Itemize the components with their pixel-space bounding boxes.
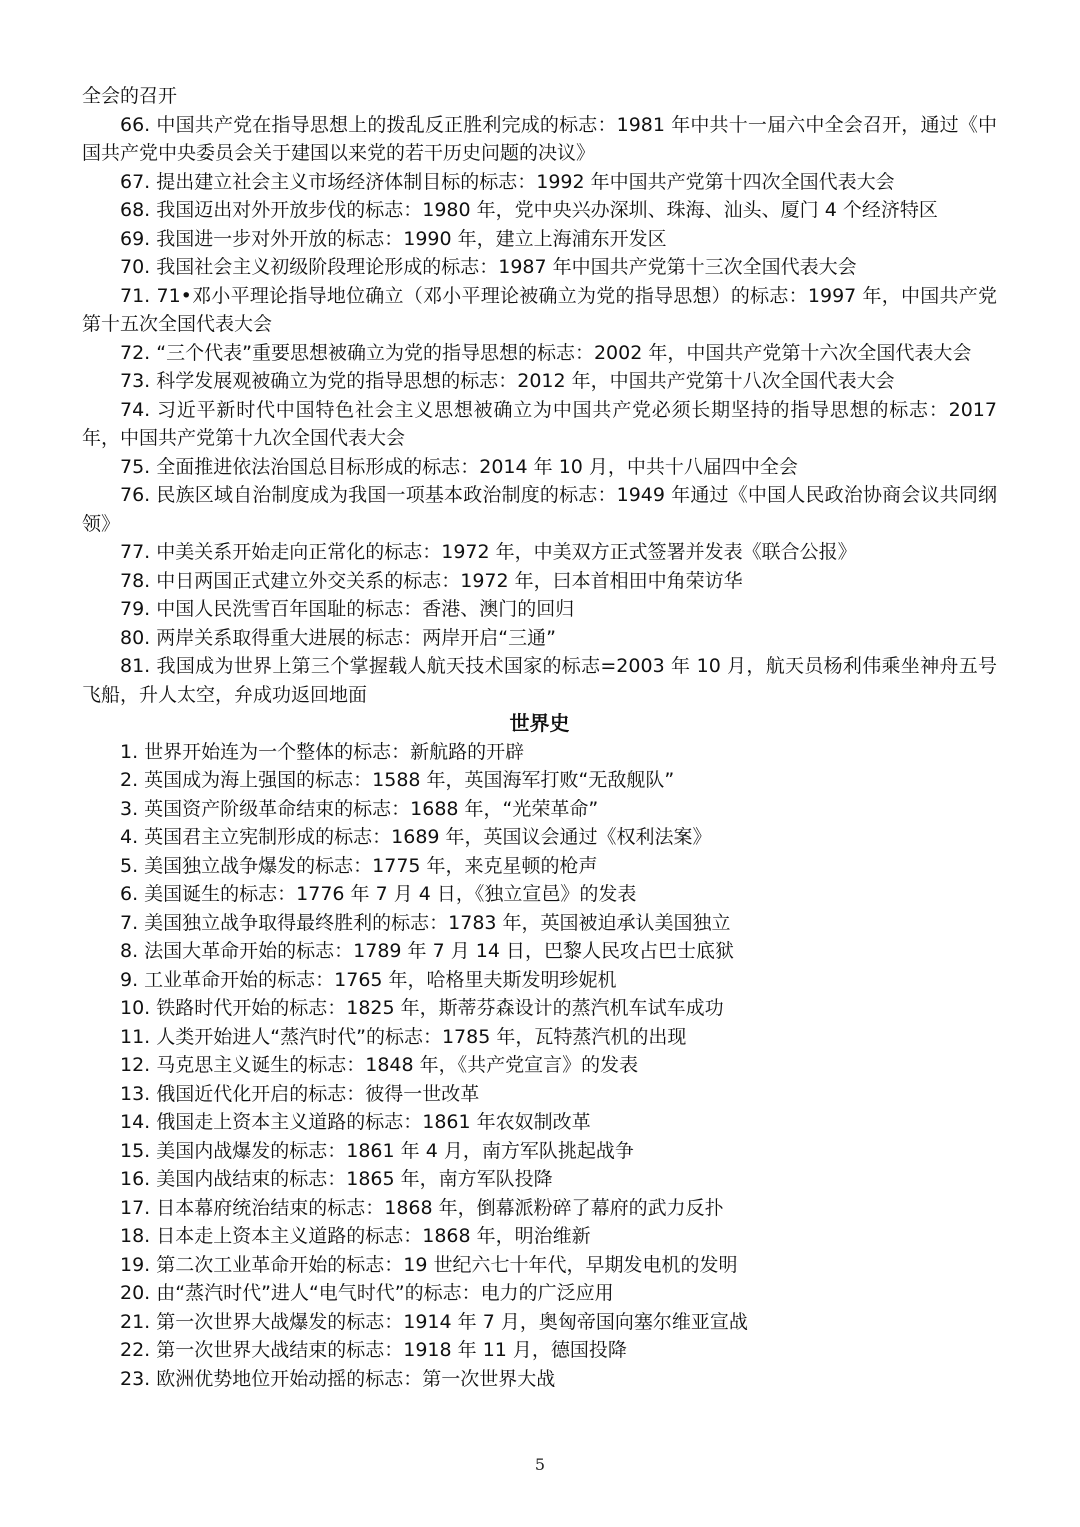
list-item: 22. 第一次世界大战结束的标志：1918 年 11 月，德国投降 bbox=[120, 1339, 627, 1361]
list-item: 3. 英国资产阶级革命结束的标志：1688 年，“光荣革命” bbox=[120, 797, 599, 820]
list-item: 1. 世界开始连为一个整体的标志：新航路的开辟 bbox=[120, 740, 525, 763]
list-item: 12. 马克思主义诞生的标志：1848 年，《共产党宣言》的发表 bbox=[120, 1054, 639, 1076]
list-item: 18. 日本走上资本主义道路的标志：1868 年，明治维新 bbox=[120, 1225, 591, 1247]
list-item: 66. 中国共产党在指导思想上的拨乱反正胜利完成的标志：1981 年中共十一届六中全会召开，通过《中国共产党中央委员会关于建国以来党的若干历史问题的决议》 bbox=[82, 113, 997, 164]
list-item: 14. 俄国走上资本主义道路的标志：1861 年农奴制改革 bbox=[120, 1111, 591, 1133]
list-item: 74. 习近平新时代中国特色社会主义思想被确立为中国共产党必须长期坚持的指导思想的标志：2017 年，中国共产党第十九次全国代表大会 bbox=[82, 398, 997, 449]
list-item: 2. 英国成为海上强国的标志：1588 年，英国海军打败“无敌舰队” bbox=[120, 769, 675, 791]
list-item: 10. 铁路时代开始的标志：1825 年，斯蒂芬森设计的蒸汽机车试车成功 bbox=[120, 997, 724, 1019]
list-item: 6. 美国诞生的标志：1776 年 7 月 4 日，《独立宣邑》的发表 bbox=[120, 883, 637, 905]
list-item: 81. 我国成为世界上第三个掌握载人航天技术国家的标志=2003 年 10 月，航天员杨利伟乘坐神舟五号飞船，升人太空，弁成功返回地面 bbox=[82, 655, 997, 706]
list-item: 77. 中美关系开始走向正常化的标志：1972 年，中美双方正式签署并发表《联合公报》 bbox=[120, 541, 857, 563]
list-item: 78. 中日两国正式建立外交关系的标志：1972 年，曰本首相田中角荣访华 bbox=[120, 569, 743, 592]
list-item: 23. 欧洲优势地位开始动摇的标志：第一次世界大战 bbox=[120, 1367, 556, 1390]
page-number: 5 bbox=[534, 1455, 546, 1474]
list-item: 69. 我国进一步对外开放的标志：1990 年，建立上海浦东开发区 bbox=[120, 227, 667, 250]
list-item: 4. 英国君主立宪制形成的标志：1689 年，英国议会通过《权利法案》 bbox=[120, 826, 712, 848]
document-body bbox=[82, 82, 997, 1393]
list-item: 9. 工业革命开始的标志：1765 年，哈格里夫斯发明珍妮机 bbox=[120, 968, 617, 991]
list-item: 75. 全面推进依法治国总目标形成的标志：2014 年 10 月，中共十八届四中全会 bbox=[120, 455, 798, 478]
list-item: 7. 美国独立战争取得最终胜利的标志：1783 年，英国被迫承认美国独立 bbox=[120, 911, 731, 934]
list-item: 79. 中国人民洗雪百年国耻的标志：香港、澳门的回归 bbox=[120, 598, 575, 620]
list-item: 73. 科学发展观被确立为党的指导思想的标志：2012 年，中国共产党第十八次全国代表大会 bbox=[120, 370, 895, 392]
list-item: 16. 美国内战结束的标志：1865 年，南方军队投降 bbox=[120, 1168, 553, 1190]
section-title: 世界史 bbox=[509, 711, 570, 735]
list-item: 19. 第二次工业革命开始的标志：19 世纪六七十年代，早期发电机的发明 bbox=[120, 1253, 738, 1276]
list-item: 15. 美国内战爆发的标志：1861 年 4 月，南方军队挑起战争 bbox=[120, 1139, 634, 1162]
list-item: 71. 71•邓小平理论指导地位确立（邓小平理论被确立为党的指导思想）的标志：1997 年，中国共产党第十五次全国代表大会 bbox=[82, 284, 997, 335]
list-item: 8. 法国大革命开始的标志：1789 年 7 月 14 日，巴黎人民攻占巴士底狱 bbox=[120, 940, 734, 962]
list-item: 13. 俄国近代化开启的标志：彼得一世改革 bbox=[120, 1082, 480, 1105]
list-item: 70. 我国社会主义初级阶段理论形成的标志：1987 年中国共产党第十三次全国代表大会 bbox=[120, 256, 857, 278]
list-item: 17. 日本幕府统治结束的标志：1868 年，倒幕派粉碎了幕府的武力反扑 bbox=[120, 1196, 724, 1219]
list-item: 5. 美国独立战争爆发的标志：1775 年，来克星顿的枪声 bbox=[120, 854, 598, 877]
continuation-line: 全会的召开 bbox=[82, 85, 178, 107]
list-item: 21. 第一次世界大战爆发的标志：1914 年 7 月，奥匈帝国向塞尔维亚宣战 bbox=[120, 1310, 748, 1333]
list-item: 11. 人类开始进人“蒸汽时代”的标志：1785 年，瓦特蒸汽机的出现 bbox=[120, 1025, 687, 1048]
list-item: 67. 提出建立社会主义市场经济体制目标的标志：1992 年中国共产党第十四次全国代表大会 bbox=[120, 170, 895, 193]
list-item: 68. 我国迈出对外开放步伐的标志：1980 年，党中央兴办深圳、珠海、汕头、厦门 4 个经济特区 bbox=[120, 199, 938, 221]
list-item: 20. 由“蒸汽时代”进人“电气时代”的标志：电力的广泛应用 bbox=[120, 1282, 614, 1304]
list-item: 76. 民族区域自治制度成为我国一项基本政治制度的标志：1949 年通过《中国人民政治协商会议共同纲领》 bbox=[82, 484, 997, 535]
list-item: 72. “三个代表”重要思想被确立为党的指导思想的标志：2002 年，中国共产党第十六次全国代表大会 bbox=[120, 341, 972, 364]
list-item: 80. 两岸关系取得重大进展的标志：两岸开启“三通” bbox=[120, 626, 556, 649]
